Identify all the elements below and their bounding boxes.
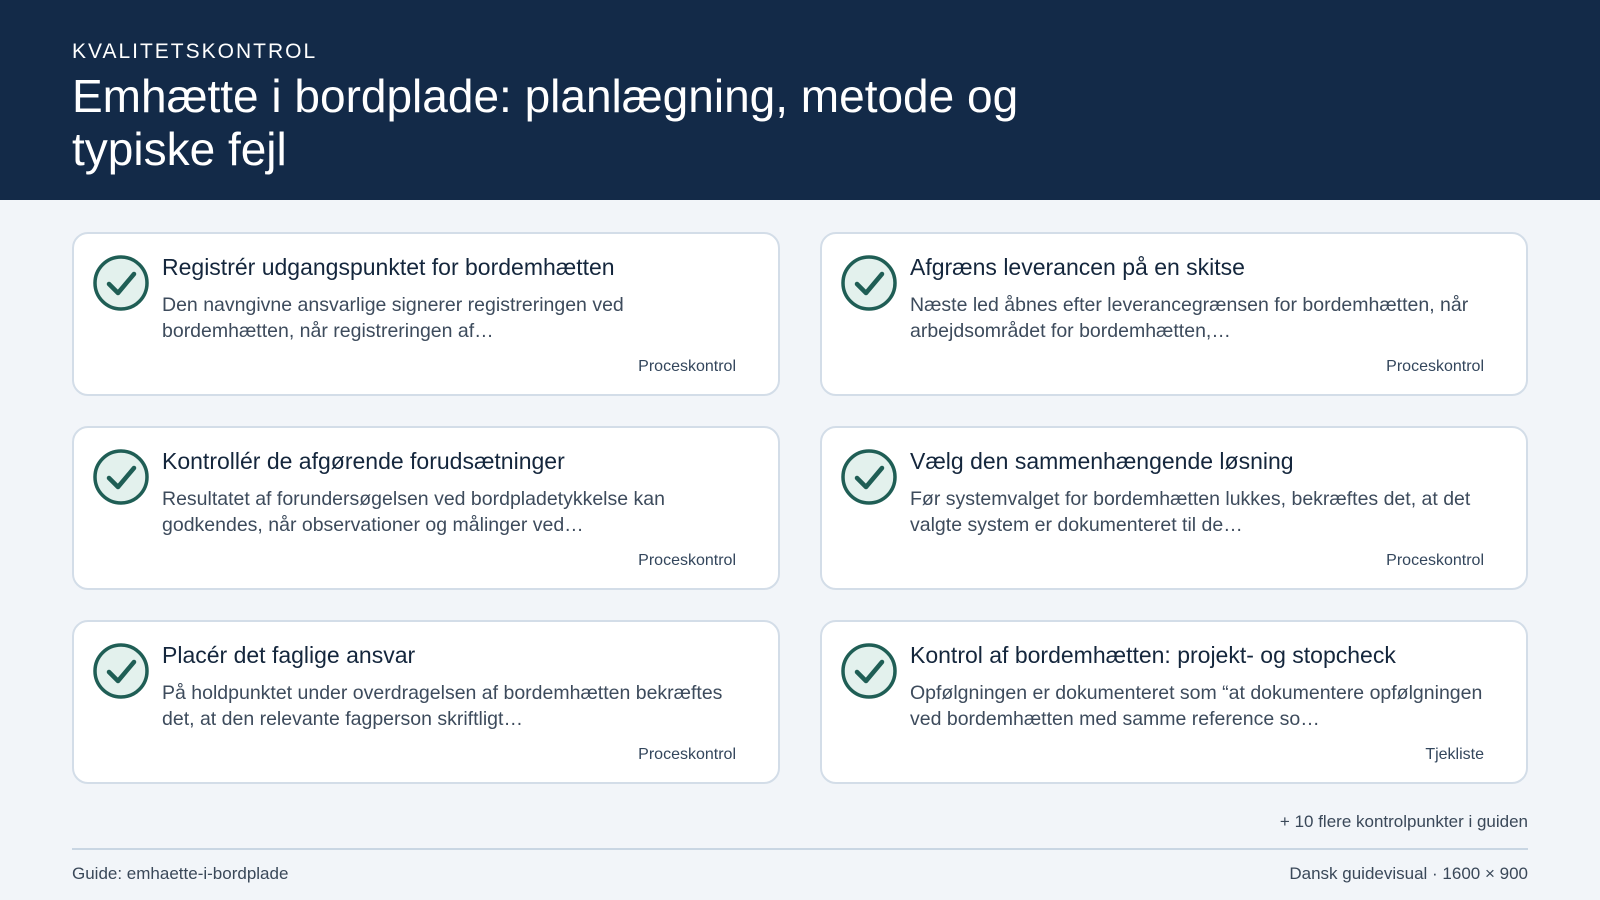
eyebrow-label: KVALITETSKONTROL <box>72 40 318 63</box>
checkpoint-title: Registrér udgangspunktet for bordemhætten <box>162 254 615 280</box>
checkpoint-card[interactable] <box>820 620 1528 784</box>
footer-divider <box>72 848 1528 850</box>
checkpoint-description: Den navngivne ansvarlige signerer registreringen ved bordemhætten, når registreringen af… <box>162 294 624 342</box>
check-circle-icon <box>92 254 150 312</box>
checkpoint-tag: Proceskontrol <box>1386 358 1484 375</box>
check-circle-icon <box>92 642 150 700</box>
checkpoint-description: Før systemvalget for bordemhætten lukkes, bekræftes det, at det valgte system er dokumenteret til de… <box>910 488 1471 536</box>
checkpoint-card[interactable] <box>72 426 780 590</box>
checkpoint-description: På holdpunktet under overdragelsen af bordemhætten bekræftes det, at den relevante fagperson skriftligt… <box>162 682 723 730</box>
checkpoint-tag: Proceskontrol <box>638 746 736 763</box>
checkpoint-tag: Proceskontrol <box>1386 552 1484 569</box>
footer-guide-slug: Guide: emhaette-i-bordplade <box>72 864 289 883</box>
check-circle-icon <box>840 448 898 506</box>
checkpoint-grid <box>72 232 1528 784</box>
checkpoint-title: Afgræns leverancen på en skitse <box>910 254 1245 280</box>
check-circle-icon <box>840 254 898 312</box>
checkpoint-title: Kontrol af bordemhætten: projekt- og stopcheck <box>910 642 1396 668</box>
check-circle-icon <box>92 448 150 506</box>
checkpoint-tag: Proceskontrol <box>638 552 736 569</box>
checkpoint-description: Næste led åbnes efter leverancegrænsen for bordemhætten, når arbejdsområdet for bordemhætten,… <box>910 294 1469 342</box>
page-header <box>0 0 1600 200</box>
checkpoint-tag: Proceskontrol <box>638 358 736 375</box>
checkpoint-card[interactable] <box>820 232 1528 396</box>
checkpoint-card[interactable] <box>72 620 780 784</box>
checkpoint-card[interactable] <box>820 426 1528 590</box>
checkpoint-title: Kontrollér de afgørende forudsætninger <box>162 448 565 474</box>
checkpoint-title: Vælg den sammenhængende løsning <box>910 448 1294 474</box>
checkpoint-title: Placér det faglige ansvar <box>162 642 416 668</box>
checkpoint-card[interactable] <box>72 232 780 396</box>
check-circle-icon <box>840 642 898 700</box>
checkpoint-tag: Tjekliste <box>1425 746 1484 763</box>
page-title: Emhætte i bordplade: planlægning, metode og typiske fejl <box>72 70 1019 175</box>
checkpoint-description: Resultatet af forundersøgelsen ved bordpladetykkelse kan godkendes, når observationer og målinger ved… <box>162 488 665 536</box>
checkpoint-description: Opfølgningen er dokumenteret som “at dokumentere opfølgningen ved bordemhætten med samme reference so… <box>910 682 1483 730</box>
footer-meta: Dansk guidevisual · 1600 × 900 <box>1289 864 1528 883</box>
more-checkpoints-link[interactable]: + 10 flere kontrolpunkter i guiden <box>1279 812 1528 831</box>
